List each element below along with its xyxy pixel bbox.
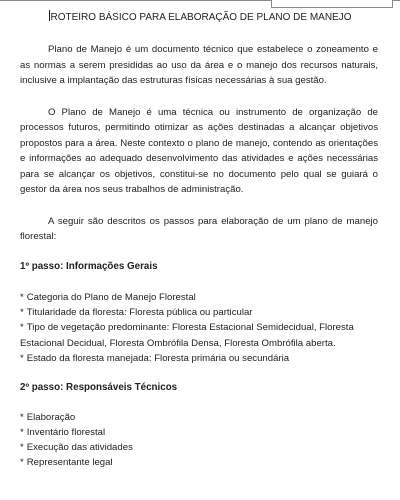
list-item: * Estado da floresta manejada: Floresta primária ou secundária <box>20 352 290 364</box>
bullet-marker: * <box>20 322 24 334</box>
list-item: * Elaboração <box>20 411 76 423</box>
step-1-list <box>20 290 378 366</box>
paragraph-intro-steps: A seguir são descritos os passos para elaboração de um plano de manejo florestal: <box>20 215 378 242</box>
list-item: * Categoria do Plano de Manejo Florestal <box>20 292 196 303</box>
text-cursor <box>49 10 50 21</box>
list-item: * Representante legal <box>20 457 113 469</box>
document-title <box>20 10 378 25</box>
bullet-marker: * <box>20 457 24 469</box>
list-item: * Titularidade da floresta: Floresta pública ou particular <box>20 307 253 319</box>
bullet-marker: * <box>20 292 24 303</box>
section-heading-step-1: 1º passo: Informações Gerais <box>20 260 158 272</box>
document-title-text: ROTEIRO BÁSICO PARA ELABORAÇÃO DE PLANO DE MANEJO <box>50 12 352 23</box>
document-page <box>20 10 378 470</box>
paragraph-definition: Plano de Manejo é um documento técnico que estabelece o zoneamento e as normas a serem presididas ao uso da área e o manejo dos recursos naturais, inclusive a implantação das estruturas físicas necessárias à sua gestão. <box>20 44 378 86</box>
header-box <box>271 0 393 8</box>
bullet-marker: * <box>20 426 24 438</box>
section-heading-step-2: 2º passo: Responsáveis Técnicos <box>20 382 178 394</box>
bullet-marker: * <box>20 441 24 453</box>
bullet-marker: * <box>20 411 24 423</box>
list-item: * Execução das atividades <box>20 441 133 453</box>
list-item: * Inventário florestal <box>20 426 106 438</box>
bullet-marker: * <box>20 307 24 319</box>
paragraph-context: O Plano de Manejo é uma técnica ou instrumento de organização de processos futuros, permitindo otimizar as ações destinadas a alcançar objetivos propostos para a área. Neste contexto o plano de manejo, contendo as orientações e informações ao adequado desenvolvimento das atividades e ações necessárias para se alcançar os objetivos, constitui-se no documento pelo qual se guiará o gestor da área nos seus trabalhos de administração. <box>20 106 378 195</box>
bullet-marker: * <box>20 352 24 364</box>
list-item: * Tipo de vegetação predominante: Floresta Estacional Semidecidual, Floresta Estacional Decidual, Floresta Ombrófila Densa, Floresta Ombrófila aberta. <box>20 322 354 349</box>
step-2-list <box>20 410 378 471</box>
